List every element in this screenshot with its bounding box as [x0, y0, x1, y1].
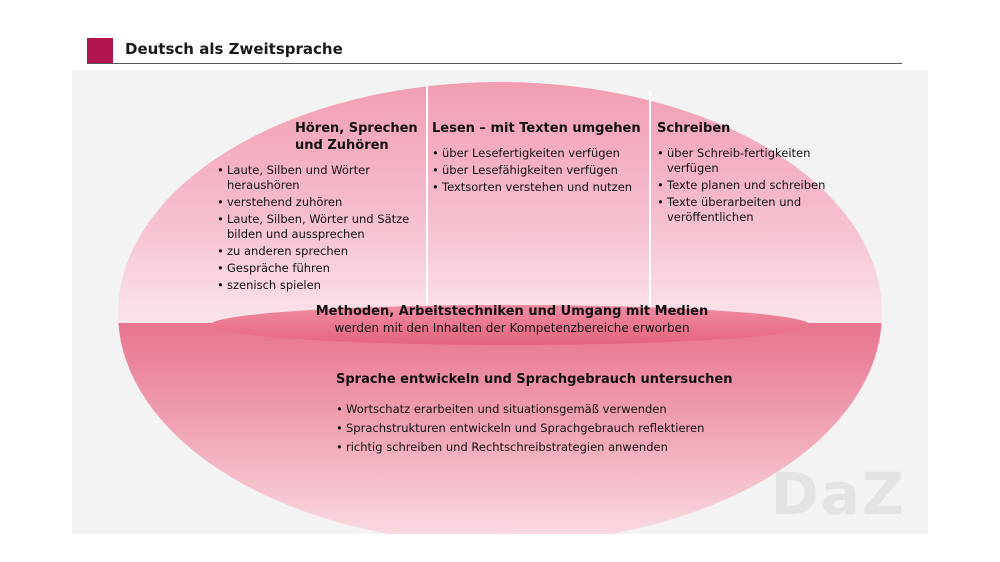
list-item: • Laute, Silben und Wörter heraushören — [217, 163, 427, 193]
methods-subtitle: werden mit den Inhalten der Kompetenzbereiche erworben — [334, 321, 690, 335]
column-hoeren — [217, 120, 427, 295]
column-title: Schreiben — [657, 121, 731, 136]
list-item: • Wortschatz erarbeiten und situationsgemäß verwenden — [336, 400, 796, 419]
sprache-block — [336, 371, 796, 457]
sprache-title: Sprache entwickeln und Sprachgebrauch untersuchen — [336, 372, 733, 387]
list-item: • Texte planen und schreiben — [657, 178, 827, 193]
column-lesen — [432, 120, 652, 197]
column-title: Lesen – mit Texten umgehen — [432, 121, 641, 136]
list-item: • Gespräche führen — [217, 261, 427, 276]
list-item: • Sprachstrukturen entwickeln und Sprachgebrauch reflektieren — [336, 419, 796, 438]
methods-title: Methoden, Arbeitstechniken und Umgang mit Medien — [315, 304, 709, 319]
column-title: Hören, Sprechen und Zuhören — [295, 121, 418, 153]
header-divider — [87, 63, 902, 64]
column-schreiben — [657, 120, 827, 227]
diagram-panel — [72, 70, 928, 534]
list-item: • verstehend zuhören — [217, 195, 427, 210]
methods-block — [212, 303, 812, 336]
page-title: Deutsch als Zweitsprache — [125, 40, 343, 58]
header-accent-square — [87, 38, 113, 64]
list-item: • zu anderen sprechen — [217, 244, 427, 259]
list-item: • über Lesefähigkeiten verfügen — [432, 163, 652, 178]
list-item: • Texte überarbeiten und veröffentlichen — [657, 195, 827, 225]
list-item: • szenisch spielen — [217, 278, 427, 293]
list-item: • Laute, Silben, Wörter und Sätze bilden und aussprechen — [217, 212, 427, 242]
list-item: • über Schreib-fertigkeiten verfügen — [657, 146, 827, 176]
daz-watermark: DaZ — [770, 460, 906, 528]
list-item: • Textsorten verstehen und nutzen — [432, 180, 652, 195]
list-item: • richtig schreiben und Rechtschreibstrategien anwenden — [336, 438, 796, 457]
list-item: • über Lesefertigkeiten verfügen — [432, 146, 652, 161]
